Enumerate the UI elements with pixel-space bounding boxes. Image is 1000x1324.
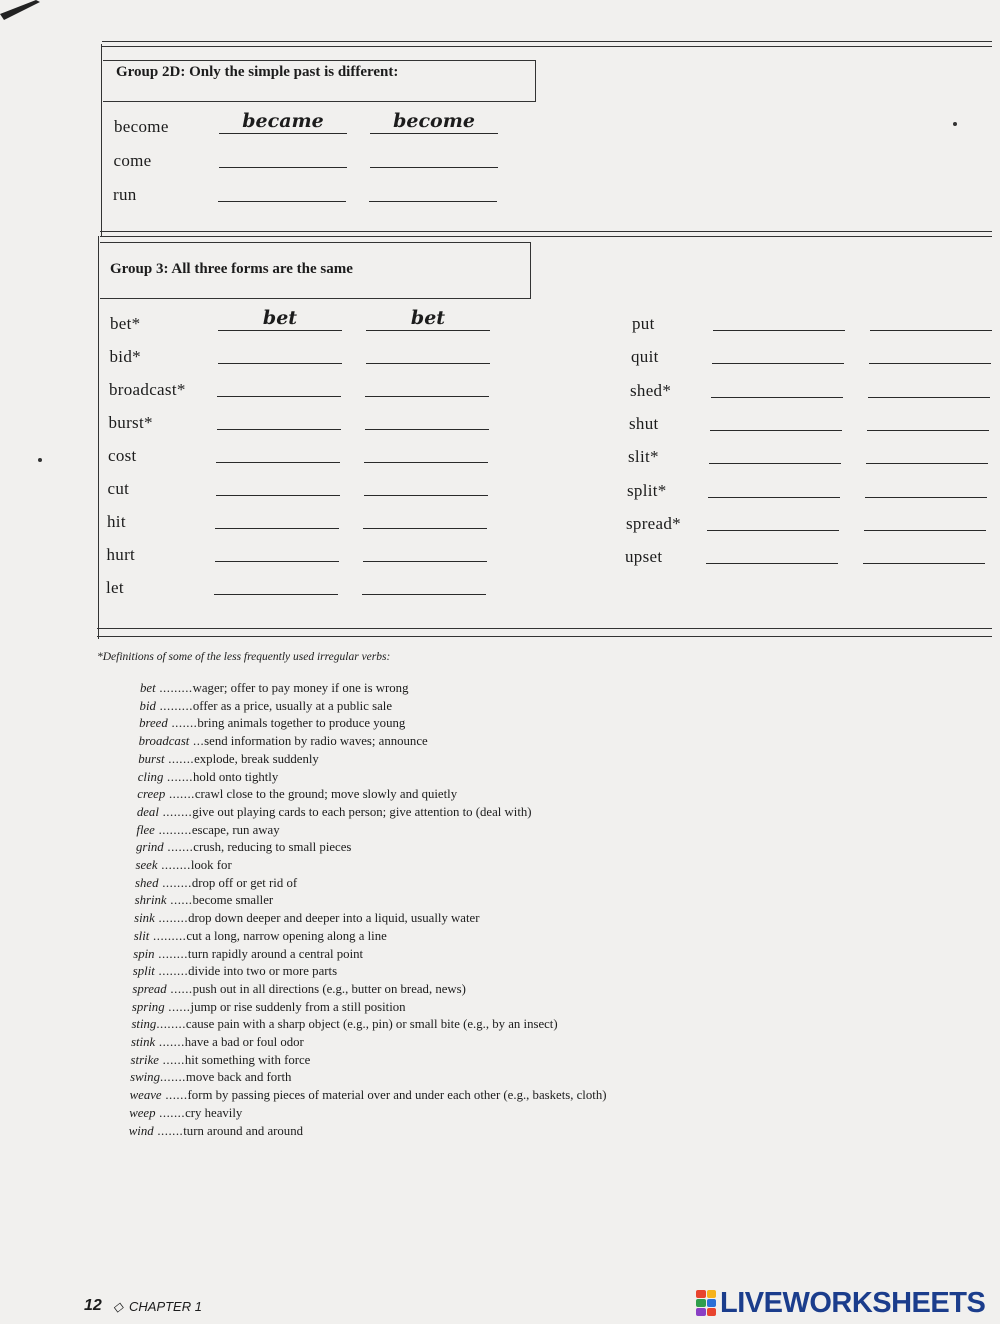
speck-dot — [38, 458, 42, 462]
definition-term: slit — [133, 928, 150, 943]
past-tense-input[interactable] — [214, 572, 338, 595]
past-participle-input[interactable] — [363, 539, 487, 562]
definition-leader-dots: ........ — [157, 858, 191, 872]
definition-term: bet — [140, 681, 156, 695]
definition-text: wager; offer to pay money if one is wrong — [192, 681, 409, 695]
definition-term: swing — [130, 1070, 160, 1085]
definition-term: spring — [131, 999, 165, 1014]
past-participle-input[interactable] — [865, 475, 987, 498]
past-participle-input[interactable] — [864, 508, 986, 531]
definition-term: sting — [131, 1017, 157, 1032]
definition-term: seek — [135, 858, 158, 872]
verb-label: broadcast* — [109, 380, 186, 399]
group3-title: Group 3: All three forms are the same — [110, 261, 353, 277]
past-tense-input[interactable] — [710, 408, 842, 431]
definition-term: split — [132, 964, 155, 979]
past-tense-input[interactable] — [713, 308, 845, 331]
past-participle-input[interactable] — [365, 407, 489, 430]
definition-leader-dots: ........ — [154, 911, 189, 926]
verb-label: shut — [629, 413, 659, 433]
definition-text: jump or rise suddenly from a still position — [190, 999, 406, 1014]
bottom-rule-2 — [97, 636, 992, 637]
past-participle-input[interactable] — [366, 341, 490, 364]
past-participle-input[interactable] — [867, 408, 989, 431]
definition-text: crush, reducing to small pieces — [193, 840, 352, 855]
definition-leader-dots: ......... — [149, 928, 187, 943]
definition-term: burst — [138, 751, 165, 766]
definition-row — [136, 840, 351, 855]
definition-text: drop down deeper and deeper into a liquid, usually water — [188, 911, 480, 926]
definition-text: turn around and around — [183, 1123, 303, 1138]
past-tense-input[interactable] — [215, 506, 339, 529]
definition-text: cry heavily — [185, 1105, 243, 1120]
liveworksheets-logo[interactable] — [696, 1288, 985, 1318]
verb-label: bet* — [110, 314, 141, 333]
chapter-label: ◇ CHAPTER 1 — [113, 1299, 202, 1314]
definition-row — [136, 823, 279, 838]
definition-text: move back and forth — [185, 1070, 292, 1085]
liveworksheets-brand: LIVEWORKSHEETS — [720, 1286, 986, 1319]
definition-term: strike — [130, 1052, 159, 1067]
definition-text: become smaller — [192, 893, 274, 908]
past-participle-input[interactable]: bet — [366, 308, 490, 331]
definition-leader-dots: ......... — [155, 698, 193, 713]
definition-text: cause pain with a sharp object (e.g., pin) or small bite (e.g., by an insect) — [185, 1017, 558, 1032]
definition-row — [136, 858, 232, 873]
verb-label: become — [114, 117, 169, 136]
definition-row — [138, 770, 279, 785]
definition-leader-dots: ......... — [154, 822, 192, 837]
past-tense-input[interactable] — [711, 375, 843, 398]
definition-leader-dots: ....... — [153, 1123, 184, 1138]
definition-text: cut a long, narrow opening along a line — [186, 928, 387, 943]
verb-label: hit — [107, 512, 126, 531]
definition-leader-dots: ........ — [154, 964, 189, 979]
definition-row — [137, 787, 457, 802]
verb-label: run — [113, 185, 137, 204]
definition-term: deal — [136, 804, 159, 819]
page-corner-shadow — [0, 0, 40, 20]
definition-row — [135, 893, 274, 908]
definition-term: grind — [135, 840, 164, 855]
definition-leader-dots: ....... — [167, 716, 198, 731]
definition-leader-dots: ...... — [161, 1088, 188, 1103]
definition-leader-dots: ........ — [158, 875, 192, 890]
past-participle-input[interactable] — [870, 308, 992, 331]
definition-row — [139, 716, 405, 731]
definition-leader-dots: ....... — [165, 787, 195, 802]
definition-row — [131, 1035, 304, 1050]
definition-term: spread — [132, 981, 167, 996]
left-rule-top — [101, 44, 102, 236]
definition-row — [135, 876, 297, 891]
definition-text: give out playing cards to each person; give attention to (deal with) — [192, 804, 532, 819]
past-participle-input[interactable] — [364, 440, 488, 463]
group2d-title: Group 2D: Only the simple past is different: — [116, 64, 399, 80]
definition-row — [131, 1017, 557, 1032]
definition-leader-dots: ....... — [155, 1035, 185, 1049]
definition-row — [132, 982, 466, 997]
section-divider-2 — [100, 236, 992, 237]
definition-row — [130, 1070, 291, 1085]
definition-leader-dots: ... — [189, 734, 205, 749]
past-participle-input[interactable] — [869, 341, 991, 364]
verb-label: burst* — [108, 413, 153, 432]
page-number: 12 — [84, 1297, 102, 1314]
definition-text: explode, break suddenly — [194, 751, 319, 766]
definition-text: drop off or get rid of — [191, 875, 298, 890]
past-tense-input[interactable] — [218, 341, 342, 364]
definition-term: weep — [129, 1105, 156, 1120]
definition-row — [129, 1124, 303, 1139]
definition-leader-dots: ....... — [155, 1105, 186, 1120]
past-tense-input[interactable] — [219, 145, 347, 168]
verb-label: slit* — [628, 447, 659, 467]
definition-term: weave — [129, 1088, 162, 1103]
past-tense-input[interactable] — [218, 179, 346, 202]
definition-term: spin — [133, 946, 155, 961]
definition-leader-dots: ...... — [164, 999, 191, 1014]
definition-text: send information by radio waves; announce — [204, 734, 428, 749]
past-tense-input[interactable] — [216, 473, 340, 496]
past-participle-input[interactable] — [369, 179, 497, 202]
verb-label: shed* — [630, 380, 672, 400]
definition-text: offer as a price, usually at a public sale — [192, 698, 393, 713]
past-tense-input[interactable] — [707, 508, 839, 531]
verb-label: bid* — [109, 347, 141, 366]
verb-label: come — [113, 151, 152, 170]
past-tense-input[interactable] — [217, 374, 341, 397]
definition-text: look for — [190, 858, 232, 872]
definition-term: flee — [136, 822, 155, 837]
verb-label: hurt — [106, 545, 136, 564]
definition-row — [139, 734, 428, 749]
past-tense-input[interactable] — [706, 541, 838, 564]
definition-text: escape, run away — [191, 822, 280, 837]
definition-leader-dots: ........ — [156, 1017, 186, 1032]
definition-text: hold onto tightly — [192, 769, 279, 784]
past-participle-input[interactable] — [364, 473, 488, 496]
definition-term: shrink — [134, 893, 167, 908]
definition-leader-dots: ........ — [158, 804, 193, 819]
past-tense-input[interactable] — [712, 341, 844, 364]
past-tense-input[interactable]: bet — [218, 308, 342, 331]
verb-label: split* — [627, 480, 667, 500]
speck-dot — [953, 122, 957, 126]
verb-label: quit — [631, 347, 659, 367]
definition-row — [138, 752, 319, 767]
verb-label: put — [632, 314, 655, 333]
definition-leader-dots: ...... — [166, 893, 193, 908]
definition-text: bring animals together to produce young — [197, 716, 406, 731]
past-tense-input[interactable] — [216, 440, 340, 463]
definition-term: bid — [139, 698, 156, 713]
definition-leader-dots: ....... — [163, 769, 193, 784]
definition-row — [129, 1106, 242, 1121]
past-tense-input[interactable]: became — [219, 111, 347, 134]
top-rule — [102, 41, 992, 42]
definition-leader-dots: ....... — [159, 1070, 186, 1085]
definition-row — [131, 1053, 311, 1068]
verb-label: cost — [108, 446, 137, 465]
past-tense-input[interactable] — [709, 441, 841, 464]
definition-text: divide into two or more parts — [188, 964, 338, 979]
verb-label: upset — [625, 547, 663, 567]
section-divider — [100, 231, 992, 232]
definition-term: creep — [137, 787, 166, 802]
past-participle-input[interactable] — [868, 375, 990, 398]
definition-row — [140, 681, 408, 696]
definition-term: wind — [128, 1123, 154, 1138]
definition-row — [134, 929, 387, 944]
definition-text: have a bad or foul odor — [184, 1035, 304, 1049]
past-participle-input[interactable] — [363, 506, 487, 529]
verb-label: let — [106, 578, 124, 597]
definition-term: cling — [137, 769, 164, 784]
definition-leader-dots: ...... — [158, 1052, 185, 1067]
definition-leader-dots: ...... — [166, 981, 193, 996]
definition-text: form by passing pieces of material over and under each other (e.g., baskets, cloth) — [187, 1088, 607, 1103]
chapter-text: CHAPTER 1 — [129, 1299, 202, 1314]
definition-text: push out in all directions (e.g., butter on bread, news) — [192, 981, 466, 996]
definition-leader-dots: ....... — [163, 840, 194, 855]
liveworksheets-logo-icon — [696, 1290, 716, 1316]
bottom-rule — [97, 628, 992, 629]
left-rule-bottom — [98, 236, 99, 639]
definition-text: hit something with force — [184, 1052, 311, 1067]
definition-row — [137, 805, 532, 820]
past-participle-input[interactable] — [365, 374, 489, 397]
definition-row — [132, 1000, 406, 1015]
past-tense-input[interactable] — [215, 539, 339, 562]
past-tense-input[interactable] — [217, 407, 341, 430]
past-participle-input[interactable] — [866, 441, 988, 464]
definitions-note: *Definitions of some of the less frequently used irregular verbs: — [97, 651, 391, 663]
past-participle-input[interactable]: become — [370, 111, 498, 134]
definition-term: sink — [134, 911, 155, 926]
past-participle-input[interactable] — [362, 572, 486, 595]
past-participle-input[interactable] — [863, 541, 985, 564]
definition-term: shed — [135, 875, 159, 890]
definition-row — [134, 911, 479, 926]
definition-term: broadcast — [138, 734, 190, 749]
definition-text: turn rapidly around a central point — [187, 946, 364, 961]
past-participle-input[interactable] — [370, 145, 498, 168]
verb-label: spread* — [626, 513, 681, 533]
definition-leader-dots: ........ — [154, 946, 188, 961]
verb-label: cut — [107, 479, 130, 498]
definition-row — [140, 699, 392, 714]
past-tense-input[interactable] — [708, 475, 840, 498]
definition-leader-dots: ......... — [155, 681, 193, 695]
top-rule-2 — [102, 46, 992, 47]
definition-row — [133, 964, 337, 979]
definition-text: crawl close to the ground; move slowly and quietly — [194, 787, 458, 802]
definition-row — [130, 1088, 607, 1103]
definition-leader-dots: ....... — [164, 751, 195, 766]
definition-term: stink — [131, 1035, 156, 1049]
definition-row — [133, 947, 363, 962]
definition-term: breed — [139, 716, 168, 731]
